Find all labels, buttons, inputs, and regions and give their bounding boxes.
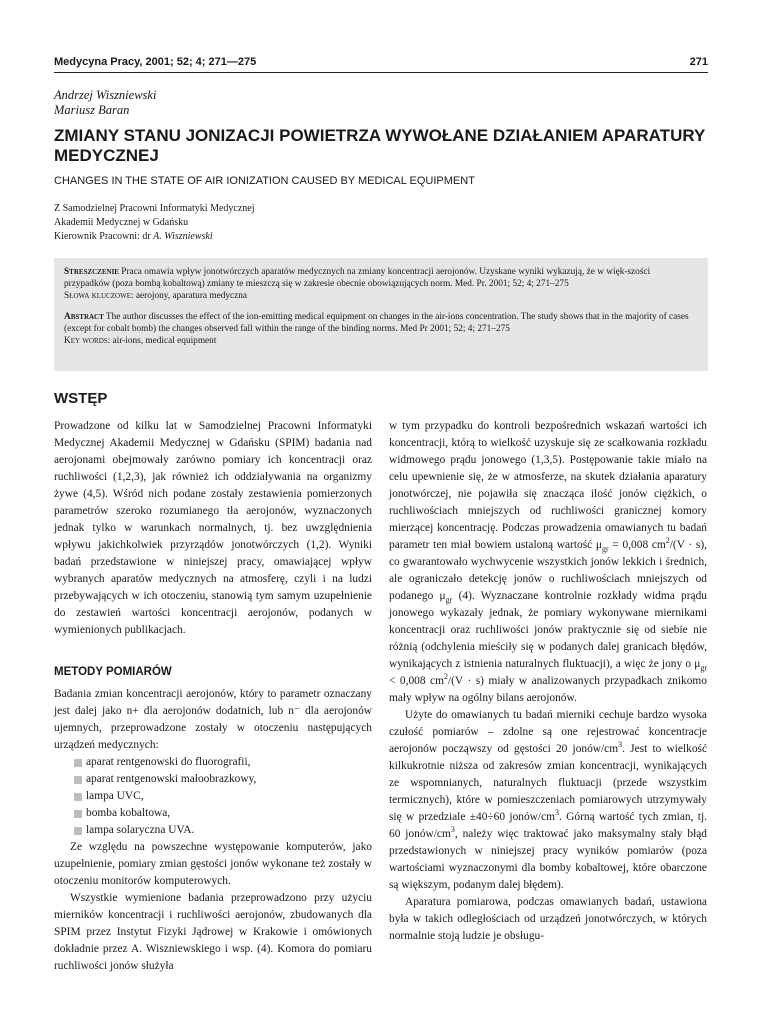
text-run: Użyte do omawianych tu badań mierniki cechuje bardzo wysoka czułość pomiarów – zdolne są one rejestrować koncentracje aerojonów począwszy od gęstości 20 jonów/cm — [389, 709, 707, 755]
superscript: 2 — [665, 536, 670, 546]
abstract-en — [64, 311, 698, 335]
affiliation-line-1: Z Samodzielnej Pracowni Informatyki Medycznej — [54, 203, 255, 214]
text-run: = 0,008 cm — [608, 539, 666, 551]
keywords-pl-text: aerojony, aparatura medyczna — [133, 291, 248, 301]
text-run: w tym przypadku do kontroli bezpośrednich wskazań wartości ich koncentracji, którą to wielkość uzyskuje się ze scałkowania rozkładu widmowego prądu jonowego (1,3,5). Postępowanie takie miało na celu upewnienie się, że w atmosferze, na skutek działania aparatury jonotwórczej, nie pojawiła się znacząca ilość jonów ciężkich, o ruchliwościach mniejszych od ruchliwości granicznej komory mierzącej koncentrację. Podczas prowadzenia omawianych tu badań parametr ten miał bowiem ustaloną wartość μ — [389, 420, 707, 551]
right-paragraph-3: Aparatura pomiarowa, podczas omawianych badań, ustawiona była w takich odległościach od urządzeń jonotwórczych, w których normalnie stoją ludzie je obsługu- — [389, 896, 707, 942]
text-run: < 0,008 cm — [389, 675, 444, 687]
methods-paragraph-3: Wszystkie wymienione badania przeprowadzono przy użyciu mierników koncentracji i ruchliwości aerojonów, zbudowanych dla SPIM przez Instytut Fizyki Jądrowej w Krakowie i omówionych dokładnie przez A. Wiszniewskiego i wsp. (4). Komora do pomiaru ruchliwości jonów służyła — [54, 892, 372, 972]
section-heading-intro: WSTĘP — [54, 390, 108, 407]
subscript: gr — [700, 663, 707, 673]
methods-body — [54, 686, 372, 975]
journal-citation: Medycyna Pracy, 2001; 52; 4; 271—275 — [54, 56, 257, 68]
keywords-en-text: air-ions, medical equipment — [110, 336, 217, 346]
keywords-pl — [64, 290, 698, 302]
abstract-box — [54, 258, 708, 371]
intro-body — [54, 418, 372, 639]
superscript: 3 — [450, 825, 455, 835]
affiliation — [54, 202, 255, 244]
list-item — [74, 754, 372, 771]
list-item-text: lampa solaryczna UVA. — [86, 824, 195, 836]
superscript: 3 — [554, 808, 559, 818]
subscript: gr — [602, 544, 609, 554]
list-item-text: bomba kobaltowa, — [86, 807, 171, 819]
abstract-en-text: The author discusses the effect of the ion-emitting medical equipment on changes in the air-ions concentration. The study shows that in the majority of cases (except for cobalt bomb) the changes observed fall within the range of the binding norms. Med Pr 2001; 52; 4; 271–275 — [64, 312, 689, 334]
intro-paragraph: Prowadzone od kilku lat w Samodzielnej Pracowni Informatyki Medycznej Akademii Medycznej w Gdańsku (SPIM) badania nad aerojonami obejmowały zarówno pomiary ich koncentracji oraz ruchliwości (1,2,3), jak również ich oddziaływania na organizmy żywe (4,5). Wśród nich podane zostały zestawienia pomierzonych parametrów szeroko rozumianego tła aerojonów, wyznaczonych jednak tylko w warunkach normalnych, tj. bez uwzględnienia wpływu jakichkolwiek przyrządów jonotwórczych (1,2). Wyniki badań przedstawione w niniejszej pracy, omawiającej wpływ wybranych aparatów medycznych na atmosferę, czyli i na ludzi przebywających w ich otoczeniu, stanowią tym samym uzupełnienie do zestawień wartości koncentracji aerojonów, podanych w wymienionych publikacjach. — [54, 420, 372, 636]
list-item-text: aparat rentgenowski małoobrazkowy, — [86, 773, 257, 785]
keywords-en-label: Key words: — [64, 336, 111, 346]
abstract-en-label: Abstract — [64, 312, 104, 322]
list-item — [74, 771, 372, 788]
list-item-text: lampa UVC, — [86, 790, 144, 802]
square-bullet-icon — [74, 810, 82, 818]
header-rule — [54, 72, 708, 73]
article-subtitle: CHANGES IN THE STATE OF AIR IONIZATION CAUSED BY MEDICAL EQUIPMENT — [54, 175, 475, 187]
right-paragraph-2 — [389, 707, 707, 894]
affiliation-head-prefix: Kierownik Pracowni: dr — [54, 231, 154, 242]
keywords-en — [64, 335, 698, 347]
affiliation-line-2: Akademii Medycznej w Gdańsku — [54, 217, 189, 228]
author-2: Mariusz Baran — [54, 103, 130, 117]
section-heading-methods: METODY POMIARÓW — [54, 666, 172, 678]
right-paragraph-1 — [389, 418, 707, 707]
superscript: 3 — [618, 740, 623, 750]
text-run: (4). Wyznaczane kontrolnie rozkłady widma prądu jonowego wykazały jednak, że pomiary wykonywane miernikami koncentracji oraz ruchliwości jonów praktycznie się od siebie nie różnią (odchylenia mieściły się w podanych dalej granicach błędów, wynikających z istnienia naturalnych fluktuacji), a więc że jony o μ — [389, 590, 707, 670]
text-run: . Jest to wielkość kilkukrotnie niższa od zakresów zmian koncentracji, wynikających ze wspomnianych, naturalnych fluktuacji (przede wszystkim termicznych), które w pomieszczeniach pomiarowych utrzymywały się w przedziale ±40÷60 jonów/cm — [389, 743, 708, 823]
abstract-pl-label: Streszczenie — [64, 267, 119, 277]
text-run: /(V · s), co gwarantowało wychwycenie wszystkich jonów lekkich i średnich, ale ograniczało detekcję jonów o ruchliwościach mniejszych od podanego μ — [389, 539, 707, 602]
right-column-body — [389, 418, 707, 945]
article-title: ZMIANY STANU JONIZACJI POWIETRZA WYWOŁANE DZIAŁANIEM APARATURY MEDYCZNEJ — [54, 126, 706, 165]
list-item — [74, 805, 372, 822]
square-bullet-icon — [74, 793, 82, 801]
methods-paragraph-2: Ze względu na powszechne występowanie komputerów, jako uzupełnienie, pomiary zmian gęstości jonów wykonane też zostały w otoczeniu monitorów komputerowych. — [54, 841, 372, 887]
list-item-text: aparat rentgenowski do fluorografii, — [86, 756, 251, 768]
author-1: Andrzej Wiszniewski — [54, 88, 157, 102]
abstract-pl — [64, 266, 698, 290]
list-item — [74, 822, 372, 839]
subscript: gr — [445, 595, 453, 605]
equipment-list — [54, 754, 372, 839]
list-item — [74, 788, 372, 805]
text-run: , należy więc traktować jako maksymalny stały błąd przedstawionych w niniejszej pracy wyników pomiarów (poza wartościami wyznaczonymi dla bomby kobaltowej, które obarczone są większym, podanym dalej błędem). — [389, 828, 708, 891]
square-bullet-icon — [74, 759, 82, 767]
methods-paragraph-1: Badania zmian koncentracji aerojonów, który to parametr oznaczany jest dalej jako n+ dla aerojonów dodatnich, lub n⁻ dla aerojonów ujemnych, przeprowadzone zostały w otoczeniu następujących urządzeń medycznych: — [54, 688, 372, 751]
page-number: 271 — [689, 56, 708, 68]
affiliation-head-name: A. Wiszniewski — [153, 231, 213, 242]
superscript: 2 — [443, 672, 448, 682]
text-run: /(V · s) miały w analizowanych przypadkach znikomo mały wpływ na ogólny bilans aerojonów. — [389, 675, 707, 704]
abstract-pl-text: Praca omawia wpływ jonotwórczych aparatów medycznych na zmiany koncentracji aerojonów. Uzyskane wyniki wykazują, że w więk-szości przypadków (poza bombą kobaltową) zmiany te mieszczą się w zakresie obecnie obowiązujących norm. Med. Pr. 2001; 52; 4; 271–275 — [64, 267, 651, 289]
affiliation-head — [54, 230, 255, 244]
authors — [54, 88, 156, 118]
square-bullet-icon — [74, 776, 82, 784]
text-run: . Górną wartość tych zmian, tj. 60 jonów/cm — [389, 811, 707, 840]
square-bullet-icon — [74, 827, 82, 835]
keywords-pl-label: Słowa kluczowe: — [64, 291, 134, 301]
